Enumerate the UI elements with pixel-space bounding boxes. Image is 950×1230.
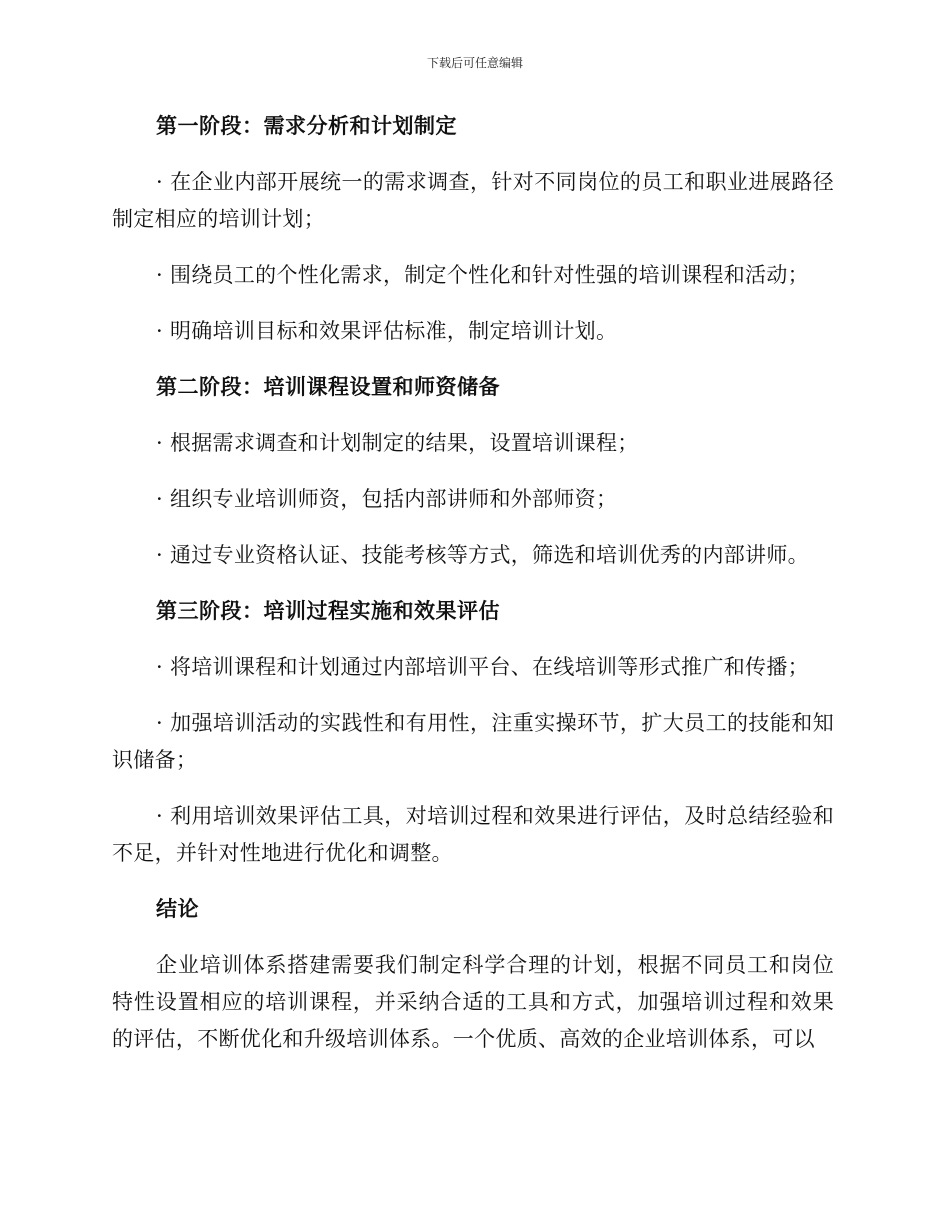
document-body <box>112 108 834 1077</box>
stage2-heading: 第二阶段：培训课程设置和师资储备 <box>156 375 500 399</box>
stage3-item-3: · 利用培训效果评估工具，对培训过程和效果进行评估，及时总结经验和不足，并针对性地进行优化和调整。 <box>112 804 834 865</box>
conclusion-text: 企业培训体系搭建需要我们制定科学合理的计划，根据不同员工和岗位特性设置相应的培训课程，并采纳合适的工具和方式，加强培训过程和效果的评估，不断优化和升级培训体系。一个优质、高效的企业培训体系，可以 <box>112 953 834 1051</box>
stage3-item-1: · 将培训课程和计划通过内部培训平台、在线培训等形式推广和传播； <box>156 655 809 679</box>
stage1-item-1: · 在企业内部开展统一的需求调查，针对不同岗位的员工和职业进展路径制定相应的培训计划； <box>112 170 834 231</box>
stage2-item-2: · 组织专业培训师资，包括内部讲师和外部师资； <box>156 487 618 511</box>
stage2-item-1: · 根据需求调查和计划制定的结果，设置培训课程； <box>156 431 639 455</box>
stage1-item-3: · 明确培训目标和效果评估标准，制定培训计划。 <box>156 319 618 343</box>
conclusion-heading: 结论 <box>156 897 199 921</box>
stage3-heading: 第三阶段：培训过程实施和效果评估 <box>156 599 500 623</box>
stage3-item-2: · 加强培训活动的实践性和有用性，注重实操环节，扩大员工的技能和知识储备； <box>112 711 834 772</box>
stage1-item-2: · 围绕员工的个性化需求，制定个性化和针对性强的培训课程和活动； <box>156 263 809 287</box>
stage1-heading: 第一阶段：需求分析和计划制定 <box>156 114 457 138</box>
page-header: 下载后可任意编辑 <box>426 56 523 70</box>
stage2-item-3: · 通过专业资格认证、技能考核等方式，筛选和培训优秀的内部讲师。 <box>156 543 809 567</box>
